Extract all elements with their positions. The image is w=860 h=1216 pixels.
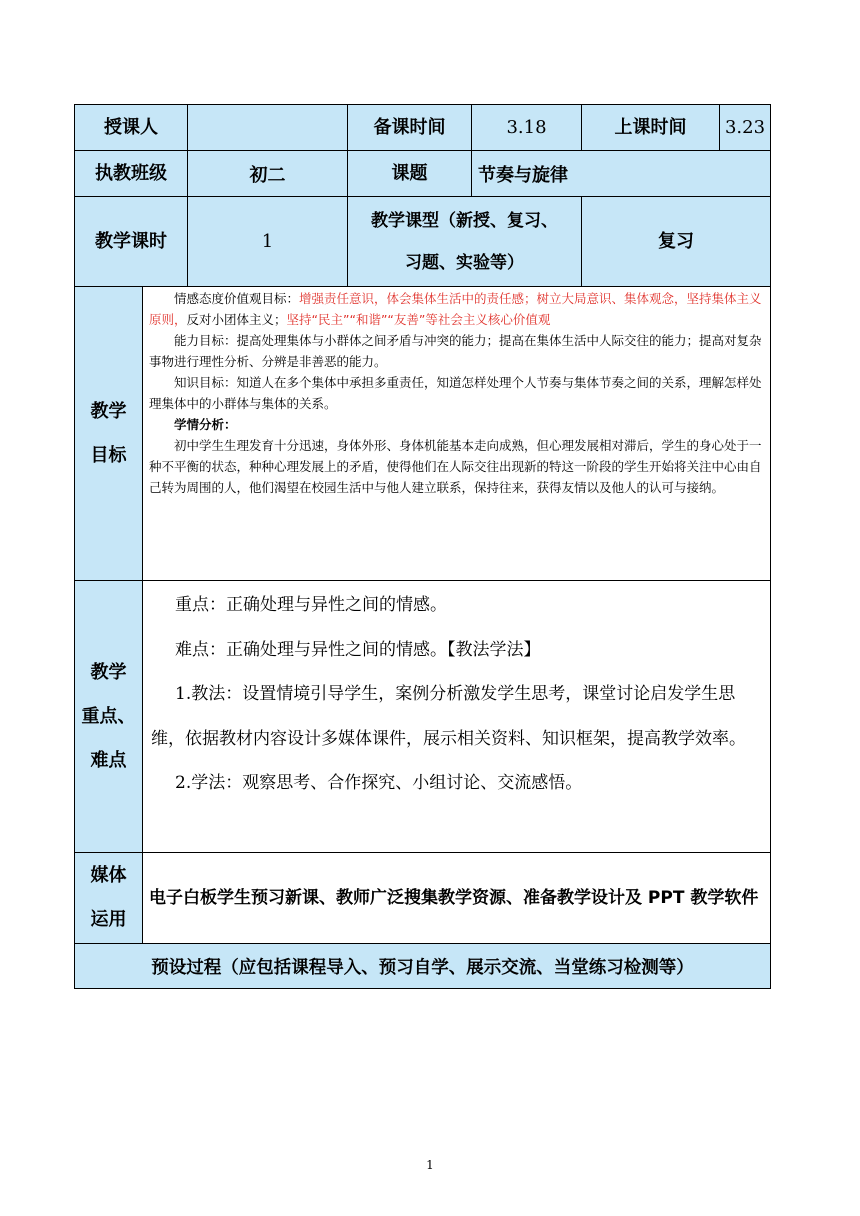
lesson-type-label — [348, 197, 582, 287]
prep-time-label: 备课时间 — [348, 105, 472, 151]
difficult-point: 难点：正确处理与异性之间的情感。【教法学法】 — [175, 639, 541, 660]
keypoints-content — [143, 581, 771, 853]
ability-goal: 能力目标：提高处理集体与小群体之间矛盾与冲突的能力；提高在集体生活中人际交往的能力；提高对复杂事物进行理性分析、分辨是非善恶的能力。 — [149, 333, 762, 369]
analysis-text: 初中学生生理发育十分迅速，身体外形、身体机能基本走向成熟，但心理发展相对滞后，学生的身心处于一种不平衡的状态，种种心理发展上的矛盾，使得他们在人际交往出现新的特这一阶段的学生开始将关注中心由自己转为周围的人，他们渴望在校园生活中与他人建立联系，保持往来，获得友情以及他人的认可与接纳。 — [149, 438, 762, 495]
lesson-plan-table — [74, 104, 771, 989]
teacher-value — [188, 105, 348, 151]
lesson-type-label-line1: 教学课型（新授、复习、 — [371, 210, 558, 231]
learning-method: 2.学法：观察思考、合作探究、小组讨论、交流感悟。 — [175, 773, 583, 793]
teaching-method: 1.教法：设置情境引导学生，案例分析激发学生思考，课堂讨论启发学生思维，依据教材内容设计多媒体课件，展示相关资料、知识框架，提高教学效率。 — [151, 684, 746, 749]
lesson-type-value: 复习 — [582, 197, 771, 287]
emotion-goal: 情感态度价值观目标：增强责任意识，体会集体生活中的责任感；树立大局意识、集体观念，坚持集体主义原则，反对小团体主义；坚持“民主”“和谐”“友善”等社会主义核心价值观 — [149, 291, 762, 327]
class-label: 执教班级 — [75, 151, 188, 197]
goals-content — [143, 287, 771, 581]
hours-value: 1 — [188, 197, 348, 287]
class-time-value: 3.23 — [720, 105, 771, 151]
hours-label: 教学课时 — [75, 197, 188, 287]
media-value: 电子白板学生预习新课、教师广泛搜集教学资源、准备教学设计及 PPT 教学软件 — [143, 853, 771, 944]
class-time-label: 上课时间 — [582, 105, 720, 151]
goals-row — [75, 287, 771, 581]
topic-label: 课题 — [348, 151, 472, 197]
keypoints-label-line3: 难点 — [90, 749, 127, 771]
keypoints-row — [75, 581, 771, 853]
lesson-type-label-line2: 习题、实验等） — [405, 252, 524, 273]
keypoints-label — [75, 581, 143, 853]
header-row-2 — [75, 151, 771, 197]
goals-label-line1: 教学 — [90, 400, 127, 422]
page-number: 1 — [426, 1158, 434, 1172]
media-row — [75, 853, 771, 944]
prep-time-value: 3.18 — [472, 105, 582, 151]
media-label-line1: 媒体 — [90, 865, 127, 886]
media-label-line2: 运用 — [90, 909, 127, 930]
key-point: 重点：正确处理与异性之间的情感。 — [175, 595, 447, 615]
analysis-title: 学情分析： — [174, 417, 237, 432]
keypoints-label-line1: 教学 — [90, 661, 127, 683]
media-label — [75, 853, 143, 944]
header-row-3 — [75, 197, 771, 287]
keypoints-label-line2: 重点、 — [81, 705, 136, 727]
knowledge-goal: 知识目标：知道人在多个集体中承担多重责任，知道怎样处理个人节奏与集体节奏之间的关系，理解怎样处理集体中的小群体与集体的关系。 — [149, 375, 762, 411]
process-row — [75, 944, 771, 989]
teacher-label: 授课人 — [75, 105, 188, 151]
goals-label — [75, 287, 143, 581]
goals-label-line2: 目标 — [90, 444, 127, 466]
process-title: 预设过程（应包括课程导入、预习自学、展示交流、当堂练习检测等） — [75, 944, 771, 989]
header-row-1 — [75, 105, 771, 151]
topic-value: 节奏与旋律 — [472, 151, 771, 197]
class-value: 初二 — [188, 151, 348, 197]
